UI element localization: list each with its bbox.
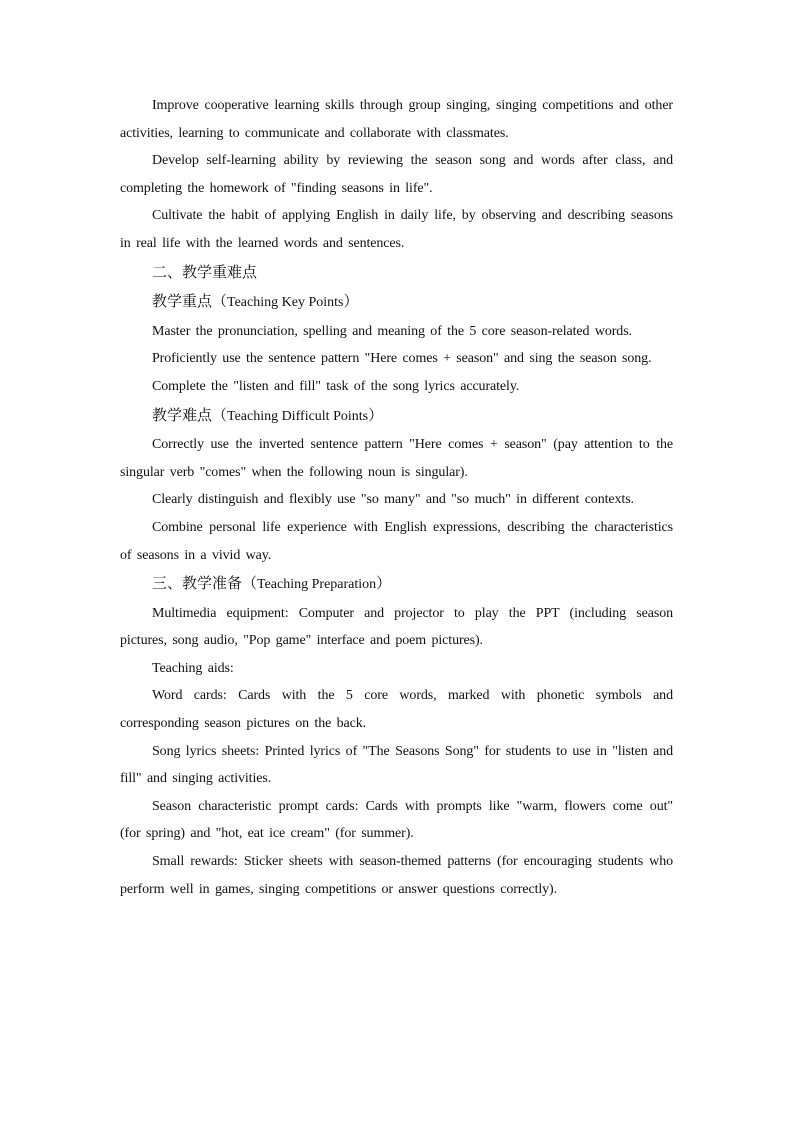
intro-paragraph-3: Cultivate the habit of applying English in daily life, by observing and describing seasons in real life with the learned words and sentences. — [120, 208, 673, 251]
preparation-item-4: Song lyrics sheets: Printed lyrics of "The Seasons Song" for students to use in "listen and fill" and singing activities. — [120, 743, 673, 787]
subheading-key-points-close: ） — [343, 292, 359, 311]
key-point-3: Complete the "listen and fill" task of the song lyrics accurately. — [152, 378, 520, 394]
difficult-point-1: Correctly use the inverted sentence pattern "Here comes + season" (pay attention to the singular verb "comes" when the following noun is singular). — [120, 437, 673, 480]
subheading-key-points — [120, 287, 673, 318]
subheading-difficult-points-en: Teaching Difficult Points — [227, 408, 369, 424]
subheading-difficult-points — [120, 401, 673, 432]
key-point-2: Proficiently use the sentence pattern "Here comes + season" and sing the season song. — [152, 351, 652, 367]
document-page — [120, 92, 673, 903]
subheading-difficult-points-cn: 教学难点（ — [152, 405, 228, 424]
preparation-item-2: Teaching aids: — [152, 660, 234, 676]
preparation-item-1: Multimedia equipment: Computer and projector to play the PPT (including season pictures, song audio, "Pop game" interface and poem pictures). — [120, 605, 673, 649]
subheading-key-points-en: Teaching Key Points — [227, 295, 344, 311]
difficult-point-3: Combine personal life experience with English expressions, describing the characteristics of seasons in a vivid way. — [120, 519, 673, 563]
preparation-item-6: Small rewards: Sticker sheets with season-themed patterns (for encouraging students who perform well in games, singing competitions or answer questions correctly). — [120, 854, 673, 897]
difficult-point-2: Clearly distinguish and flexibly use "so many" and "so much" in different contexts. — [152, 492, 634, 508]
subheading-difficult-points-close: ） — [368, 405, 384, 424]
intro-paragraph-1: Improve cooperative learning skills through group singing, singing competitions and other activities, learning to communicate and collaborate with classmates. — [120, 98, 673, 141]
section-heading-teaching-focus: 二、教学重难点 — [152, 262, 258, 281]
section-heading-preparation-close: ） — [376, 574, 392, 593]
section-heading-preparation-en: Teaching Preparation — [257, 577, 377, 593]
preparation-item-5: Season characteristic prompt cards: Cards with prompts like "warm, flowers come out" (for spring) and "hot, eat ice cream" (for summer). — [120, 798, 673, 842]
preparation-item-3: Word cards: Cards with the 5 core words, marked with phonetic symbols and corresponding season pictures on the back. — [120, 688, 673, 732]
section-heading-preparation-cn: 三、教学准备（ — [152, 574, 258, 593]
intro-paragraph-2: Develop self-learning ability by reviewing the season song and words after class, and completing the homework of "finding seasons in life". — [120, 153, 673, 196]
section-heading-preparation — [120, 569, 673, 600]
subheading-key-points-cn: 教学重点（ — [152, 292, 228, 311]
key-point-1: Master the pronunciation, spelling and meaning of the 5 core season-related words. — [152, 323, 632, 339]
